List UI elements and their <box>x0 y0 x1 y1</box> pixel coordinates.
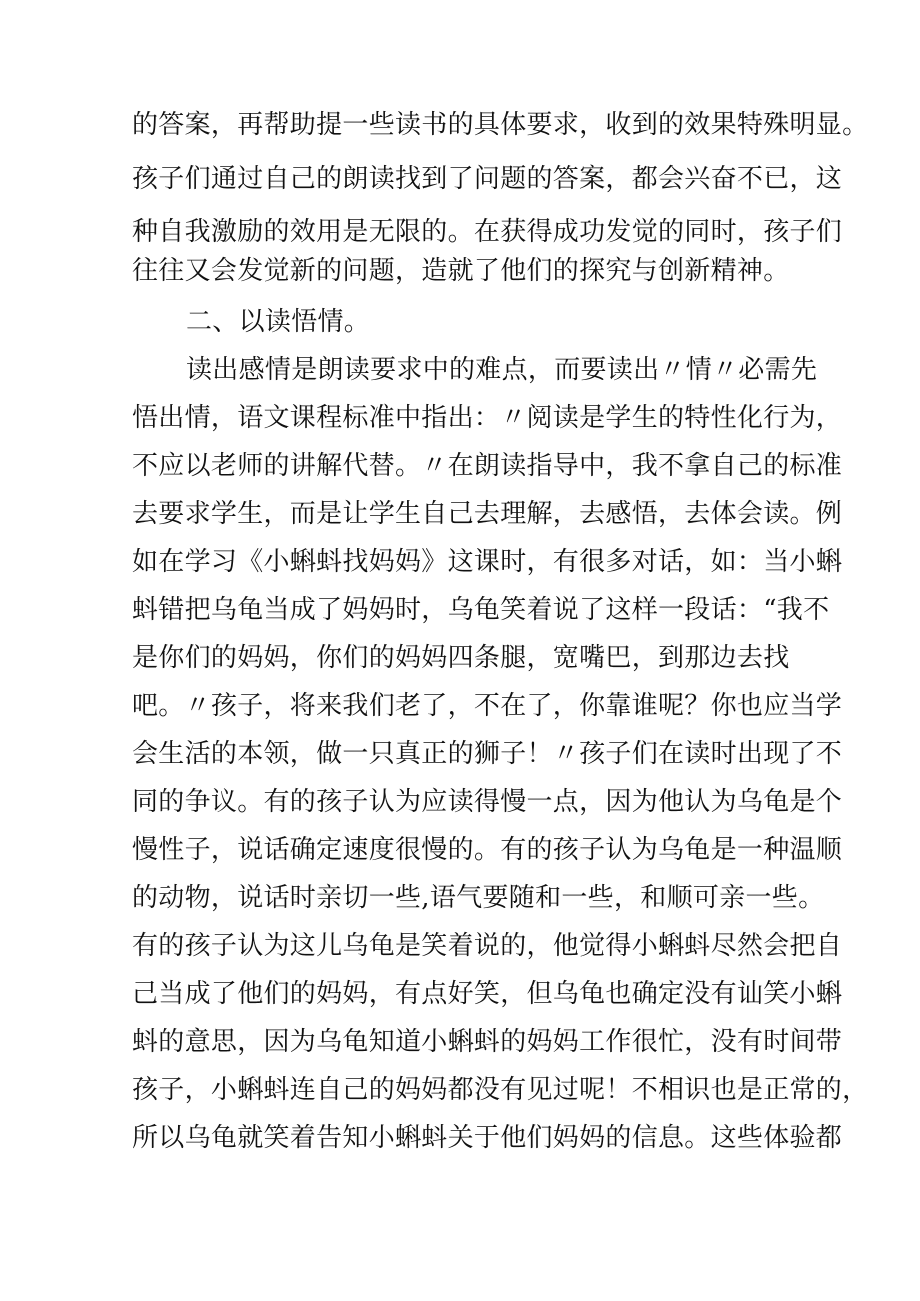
section-heading: 二、以读悟情。 <box>186 307 371 337</box>
text-line: 是你们的妈妈，你们的妈妈四条腿，宽嘴巴，到那边去找 <box>132 643 790 673</box>
text-line: 所以乌龟就笑着告知小蝌蚪关于他们妈妈的信息。这些体验都 <box>132 1123 843 1153</box>
text-line: 蚪错把乌龟当成了妈妈时，乌龟笑着说了这样一段话：“我不 <box>132 595 830 625</box>
text-line: 同的争议。有的孩子认为应读得慢一点，因为他认为乌龟是个 <box>132 787 843 817</box>
text-line: 孩子们通过自己的朗读找到了问题的答案，都会兴奋不已，这 <box>132 164 843 194</box>
text-line: 种自我激励的效用是无限的。在获得成功发觉的同时，孩子们 <box>132 217 843 247</box>
text-line: 读出感情是朗读要求中的难点，而要读出〃情〃必需先 <box>186 355 818 385</box>
text-line: 往往又会发觉新的问题，造就了他们的探究与创新精神。 <box>132 256 790 286</box>
text-line: 吧。〃孩子，将来我们老了，不在了，你靠谁呢？你也应当学 <box>132 691 843 721</box>
text-line: 的动物，说话时亲切一些,语气要随和一些，和顺可亲一些。 <box>132 883 825 913</box>
text-line: 悟出情，语文课程标准中指出：〃阅读是学生的特性化行为， <box>132 403 843 433</box>
text-line: 会生活的本领，做一只真正的狮子！〃孩子们在读时出现了不 <box>132 739 843 769</box>
text-line: 孩子，小蝌蚪连自己的妈妈都没有见过呢！不相识也是正常的， <box>132 1075 869 1105</box>
text-line: 蚪的意思，因为乌龟知道小蝌蚪的妈妈工作很忙，没有时间带 <box>132 1027 843 1057</box>
text-line: 去要求学生，而是让学生自己去理解，去感悟，去体会读。例 <box>132 499 843 529</box>
text-line: 的答案，再帮助提一些读书的具体要求，收到的效果特殊明显。 <box>132 110 869 140</box>
text-line: 己当成了他们的妈妈，有点好笑，但乌龟也确定没有讪笑小蝌 <box>132 979 843 1009</box>
text-line: 慢性子，说话确定速度很慢的。有的孩子认为乌龟是一种温顺 <box>132 835 843 865</box>
text-line: 有的孩子认为这儿乌龟是笑着说的，他觉得小蝌蚪尽然会把自 <box>132 931 843 961</box>
text-line: 不应以老师的讲解代替。〃在朗读指导中，我不拿自己的标准 <box>132 451 843 481</box>
text-line: 如在学习《小蝌蚪找妈妈》这课时，有很多对话，如：当小蝌 <box>132 547 843 577</box>
